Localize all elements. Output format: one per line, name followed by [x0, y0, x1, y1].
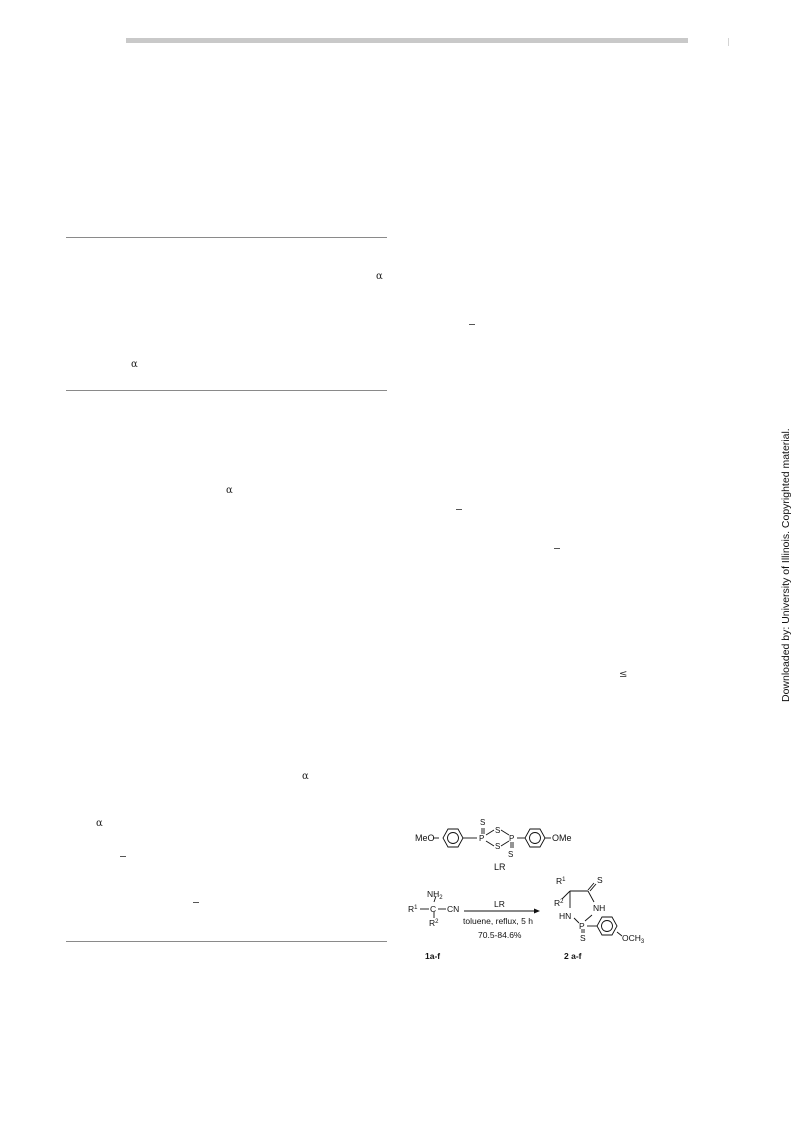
svg-text:R1: $R^1$ [408, 904, 418, 914]
reactant-label: 1a-f [425, 951, 441, 961]
product-r2-label: R [554, 898, 561, 908]
product-label: 2 a-f [564, 951, 582, 961]
svg-text:R1: $R^1$ [556, 876, 566, 886]
thione-s-label: S [597, 875, 603, 885]
box-bottom-rule [66, 390, 387, 391]
hn-label: HN [559, 911, 572, 921]
product-ps-label: S [580, 933, 586, 943]
carbon-label: C [430, 904, 437, 914]
dash-mark [193, 902, 199, 903]
dash-mark [554, 548, 560, 549]
dash-mark [456, 509, 462, 510]
s-atom: S [495, 842, 501, 851]
alpha-symbol: α [376, 271, 383, 282]
svg-text:R2: $R^2$ [554, 898, 564, 908]
leq-symbol: ≤ [619, 669, 628, 680]
dash-mark [120, 856, 126, 857]
r2-label: R [429, 918, 436, 928]
meo-label: MeO [415, 833, 435, 843]
download-notice: Downloaded by: University of Illinois. Copyrighted material. [780, 428, 792, 702]
alpha-symbol: α [302, 771, 309, 782]
s-atom: S [495, 826, 501, 835]
dash-mark [469, 324, 475, 325]
reaction-scheme [404, 812, 649, 964]
alpha-symbol: α [96, 818, 103, 829]
r1-label: R [408, 904, 415, 914]
yield-label: 70.5-84.6% [478, 930, 522, 940]
reaction-scheme-drawing [404, 812, 649, 964]
cn-label: CN [447, 904, 460, 914]
box-top-rule [66, 237, 387, 238]
alpha-symbol: α [131, 359, 138, 370]
svg-text:R2: $R^2$ [429, 918, 439, 928]
p-atom: P [479, 834, 485, 843]
conditions-label: toluene, reflux, 5 h [463, 916, 533, 926]
svg-text:OCH3: $OCH_3$ [622, 933, 645, 945]
p-atom: P [509, 834, 515, 843]
methoxy-label: OCH [622, 933, 641, 943]
nh2-label: NH [427, 889, 440, 899]
column-end-rule [66, 941, 387, 942]
product-p-label: P [579, 921, 585, 931]
product-r1-label: R [556, 876, 563, 886]
ome-label: OMe [552, 833, 572, 843]
alpha-symbol: α [226, 485, 233, 496]
svg-text:NH2: $NH_2$ [427, 889, 443, 901]
s-atom: S [480, 818, 486, 827]
s-atom: S [508, 850, 514, 859]
header-tick [728, 38, 729, 46]
reagent-label: LR [494, 899, 505, 909]
lr-label: LR [494, 862, 506, 872]
header-bar [126, 38, 688, 43]
nh-label: NH [593, 903, 606, 913]
